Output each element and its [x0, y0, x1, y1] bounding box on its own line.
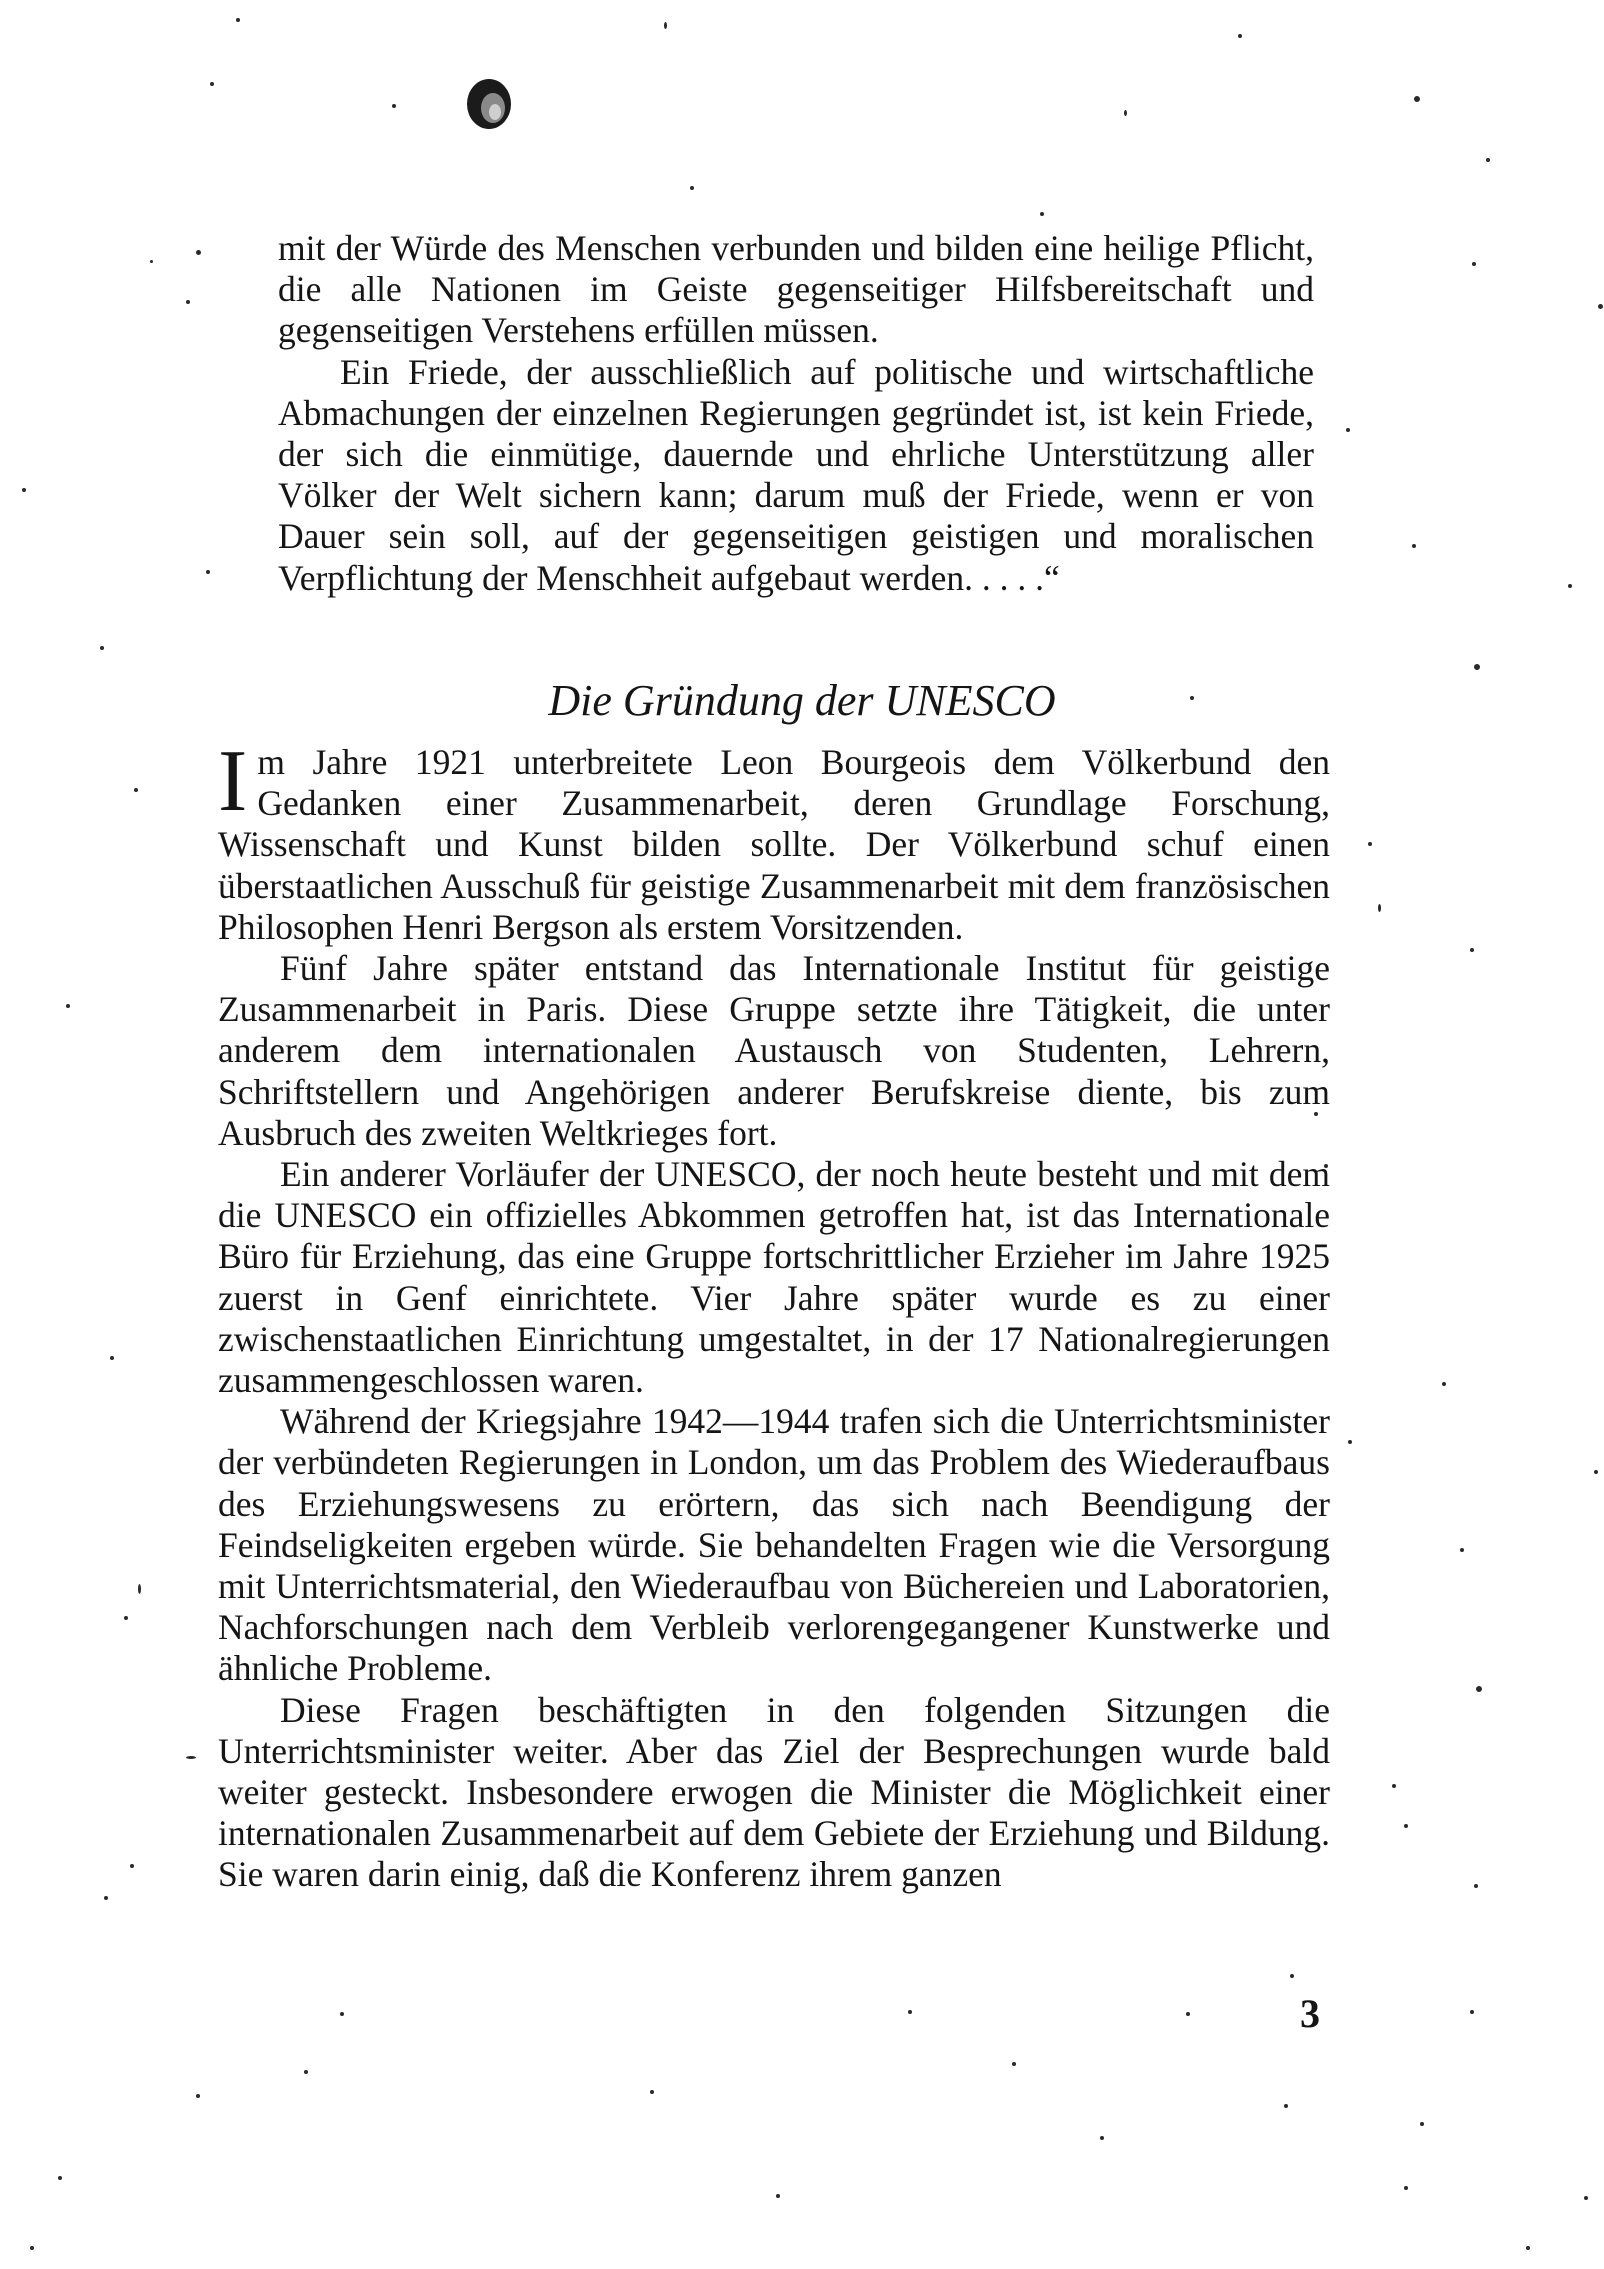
intro-paragraph: Ein Friede, der ausschließlich auf politische und wirtschaftliche Abmachungen der einzelnen Regierungen gegründet ist, ist kein Friede, der sich die einmütige, dauernde und ehrliche Unterstützung aller Völker der Welt sichern kann; darum muß der Friede, wenn er von Dauer sein soll, auf der gegenseitigen geistigen und moralischen Verpflichtung der Menschheit aufgebaut werden. . . . .“	[278, 351, 1314, 598]
first-paragraph-text: m Jahre 1921 unterbreitete Leon Bourgeois dem Völkerbund den Gedanken einer Zusammenarbeit, deren Grundlage Forschung, Wissenschaft und Kunst bilden sollte. Der Völkerbund schuf einen überstaatlichen Ausschuß für geistige Zusammenarbeit mit dem französischen Philosophen Henri Bergson als erstem Vorsitzenden.	[218, 742, 1330, 947]
body-paragraph: Diese Fragen beschäftigten in den folgenden Sitzungen die Unterrichtsminister weiter. Aber das Ziel der Besprechungen wurde bald weiter gesteckt. Insbesondere erwogen die Minister die Möglichkeit einer internationalen Zusammenarbeit auf dem Gebiete der Erziehung und Bildung. Sie waren darin einig, daß die Konferenz ihrem ganzen	[218, 1689, 1330, 1895]
section-heading: Die Gründung der UNESCO	[548, 676, 1056, 725]
section-body	[218, 733, 1330, 1896]
drop-cap-letter: I	[218, 733, 248, 830]
ink-blot-mark	[462, 72, 516, 132]
body-paragraph: Ein anderer Vorläufer der UNESCO, der noch heute besteht und mit dem die UNESCO ein offizielles Abkommen getroffen hat, ist das Internationale Büro für Erziehung, das eine Gruppe fortschrittlicher Erzieher im Jahre 1925 zuerst in Genf einrichtete. Vier Jahre später wurde es zu einer zwischenstaatlichen Einrichtung umgestaltet, in der 17 Nationalregierungen zusammengeschlossen waren.	[218, 1154, 1330, 1401]
intro-paragraph: mit der Würde des Menschen verbunden und bilden eine heilige Pflicht, die alle Nationen im Geiste gegenseitiger Hilfsbereitschaft und gegenseitigen Verstehens erfüllen müssen.	[278, 228, 1314, 351]
body-paragraph: Fünf Jahre später entstand das Internationale Institut für geistige Zusammenarbeit in Paris. Diese Gruppe setzte ihre Tätigkeit, die unter anderem dem internationalen Austausch von Studenten, Lehrern, Schriftstellern und Angehörigen anderer Berufskreise diente, bis zum Ausbruch des zweiten Weltkrieges fort.	[218, 948, 1330, 1153]
first-paragraph	[218, 733, 1330, 948]
intro-text	[278, 228, 1314, 599]
body-paragraph: Während der Kriegsjahre 1942—1944 trafen sich die Unterrichtsminister der verbündeten Regierungen in London, um das Problem des Wiederaufbaus des Erziehungswesens zu erörtern, das sich nach Beendigung der Feindseligkeiten ergeben würde. Sie behandelten Fragen wie die Versorgung mit Unterrichtsmaterial, den Wiederaufbau von Büchereien und Laboratorien, Nachforschungen nach dem Verbleib verlorengegangener Kunstwerke und ähnliche Probleme.	[218, 1401, 1330, 1689]
page-number: 3	[1300, 1991, 1320, 2036]
